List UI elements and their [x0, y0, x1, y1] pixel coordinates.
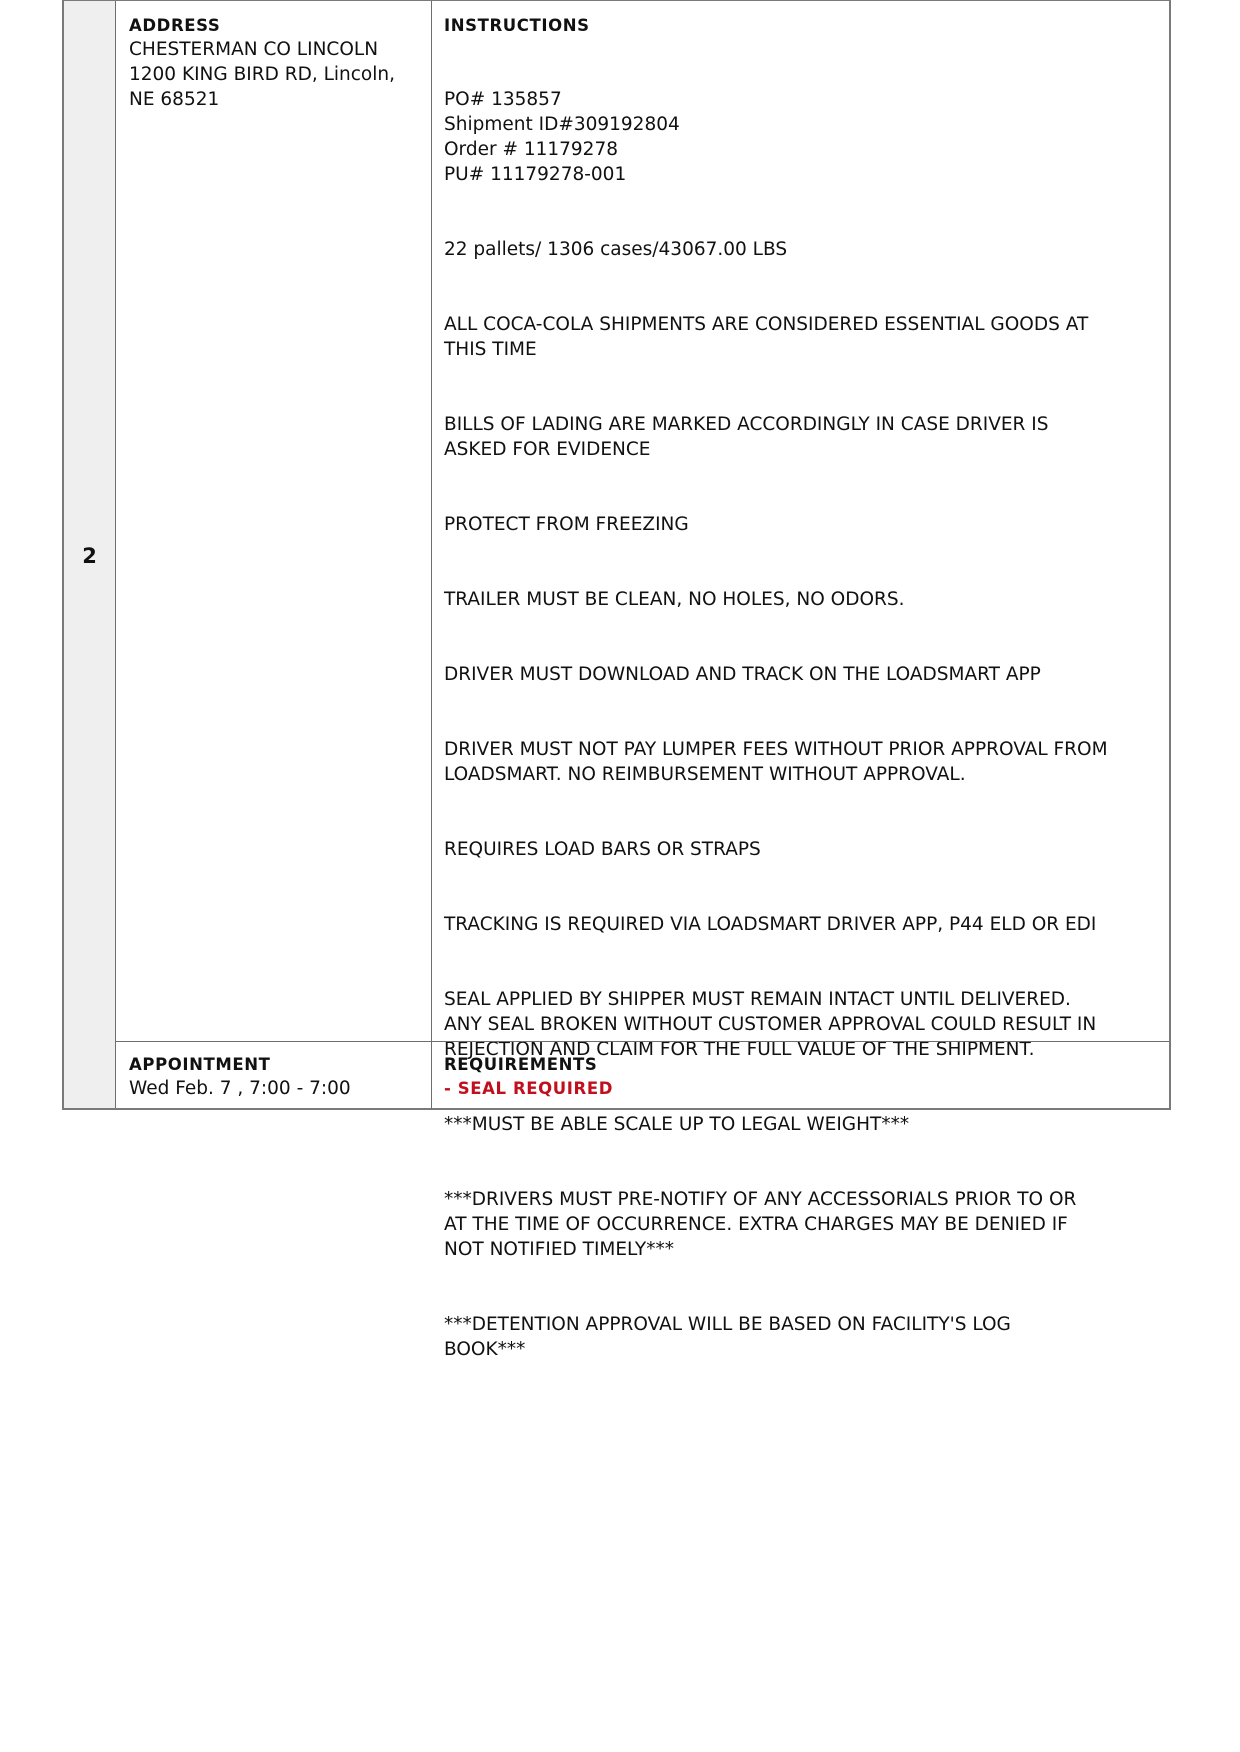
instruction-paragraph: TRACKING IS REQUIRED VIA LOADSMART DRIVER APP, P44 ELD OR EDI — [444, 914, 1097, 935]
instruction-paragraph: DRIVER MUST NOT PAY LUMPER FEES WITHOUT PRIOR APPROVAL FROM LOADSMART. NO REIMBURSEMENT WITHOUT APPROVAL. — [444, 739, 1108, 785]
address-cell — [116, 1, 432, 1041]
instruction-paragraph: SEAL APPLIED BY SHIPPER MUST REMAIN INTACT UNTIL DELIVERED. ANY SEAL BROKEN WITHOUT CUSTOMER APPROVAL COULD RESULT IN REJECTION AND CLAIM FOR THE FULL VALUE OF THE SHIPMENT. — [444, 989, 1097, 1060]
instruction-paragraph: ***MUST BE ABLE SCALE UP TO LEGAL WEIGHT*** — [444, 1114, 910, 1135]
appointment-value: Wed Feb. 7 , 7:00 - 7:00 — [129, 1078, 351, 1099]
instruction-paragraph: 22 pallets/ 1306 cases/43067.00 LBS — [444, 239, 788, 260]
instruction-paragraph: ***DRIVERS MUST PRE-NOTIFY OF ANY ACCESSORIALS PRIOR TO OR AT THE TIME OF OCCURRENCE. EXTRA CHARGES MAY BE DENIED IF NOT NOTIFIED TIMELY*** — [444, 1189, 1077, 1260]
instruction-paragraph: DRIVER MUST DOWNLOAD AND TRACK ON THE LOADSMART APP — [444, 664, 1041, 685]
address-value: CHESTERMAN CO LINCOLN 1200 KING BIRD RD, Lincoln, NE 68521 — [129, 39, 396, 110]
instruction-paragraph: REQUIRES LOAD BARS OR STRAPS — [444, 839, 761, 860]
instructions-list — [444, 37, 1139, 1412]
instruction-paragraph: ***DETENTION APPROVAL WILL BE BASED ON FACILITY'S LOG BOOK*** — [444, 1314, 1011, 1360]
instruction-paragraph: ALL COCA-COLA SHIPMENTS ARE CONSIDERED ESSENTIAL GOODS AT THIS TIME — [444, 314, 1089, 360]
requirement-item: - SEAL REQUIRED — [444, 1079, 613, 1098]
instruction-paragraph: PO# 135857 Shipment ID#309192804 Order # 11179278 PU# 11179278-001 — [444, 89, 680, 185]
stop-number: 2 — [82, 544, 97, 568]
appointment-label: APPOINTMENT — [129, 1055, 271, 1074]
requirements-label: REQUIREMENTS — [444, 1055, 598, 1074]
requirements-cell — [432, 1041, 1169, 1109]
appointment-cell — [116, 1041, 432, 1109]
instruction-paragraph: BILLS OF LADING ARE MARKED ACCORDINGLY IN CASE DRIVER IS ASKED FOR EVIDENCE — [444, 414, 1049, 460]
stop-table — [62, 0, 1171, 1360]
instructions-label: INSTRUCTIONS — [444, 16, 590, 35]
address-label: ADDRESS — [129, 16, 221, 35]
stop-number-column — [64, 1, 116, 1108]
instruction-paragraph: TRAILER MUST BE CLEAN, NO HOLES, NO ODORS. — [444, 589, 905, 610]
instruction-paragraph: PROTECT FROM FREEZING — [444, 514, 689, 535]
